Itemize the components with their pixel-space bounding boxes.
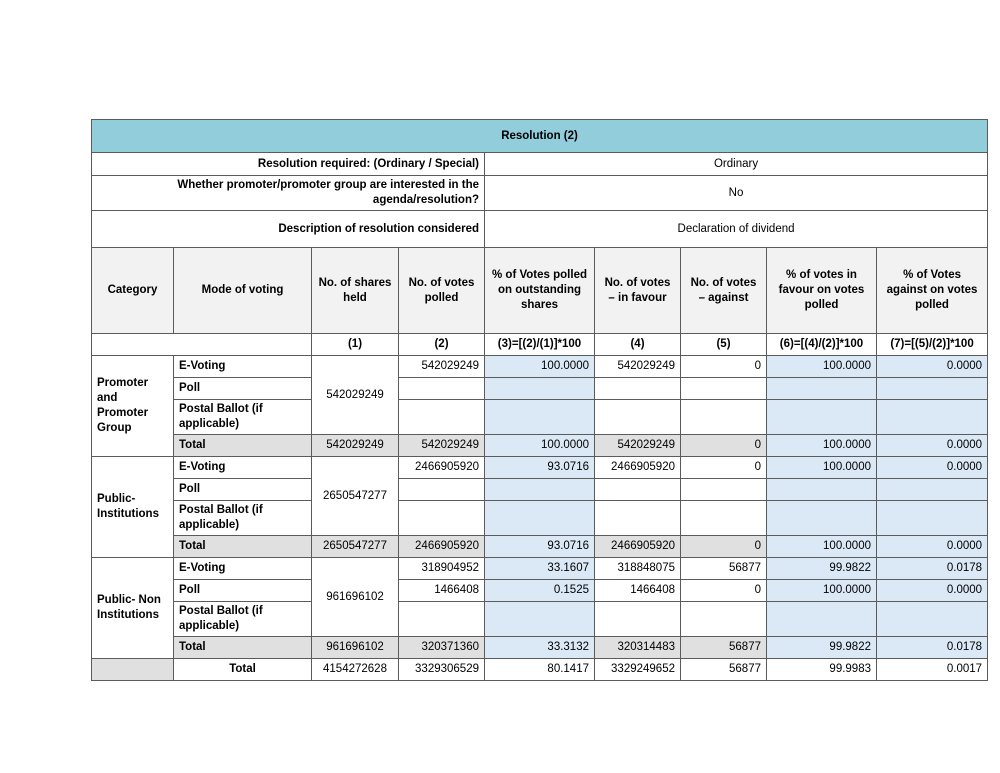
table-row bbox=[92, 479, 988, 501]
shares-held-cell: 4154272628 bbox=[312, 659, 399, 681]
pct-favour-cell: 100.0000 bbox=[767, 356, 877, 378]
pct-polled-cell bbox=[485, 602, 595, 637]
votes-polled-cell: 2466905920 bbox=[399, 536, 485, 558]
pct-polled-cell: 100.0000 bbox=[485, 435, 595, 457]
votes-polled-cell bbox=[399, 501, 485, 536]
against-cell bbox=[681, 602, 767, 637]
resolution-table bbox=[91, 119, 988, 681]
formula-2: (2) bbox=[399, 334, 485, 356]
mode-cell: Poll bbox=[174, 580, 312, 602]
pct-against-cell: 0.0178 bbox=[877, 637, 988, 659]
shares-held-cell: 2650547277 bbox=[312, 536, 399, 558]
in-favour-cell bbox=[595, 479, 681, 501]
in-favour-cell: 542029249 bbox=[595, 356, 681, 378]
header-mode-of-voting: Mode of voting bbox=[174, 248, 312, 334]
pct-favour-cell: 100.0000 bbox=[767, 580, 877, 602]
in-favour-cell bbox=[595, 602, 681, 637]
mode-cell: Poll bbox=[174, 378, 312, 400]
pct-favour-cell: 99.9983 bbox=[767, 659, 877, 681]
against-cell: 56877 bbox=[681, 558, 767, 580]
table-row bbox=[92, 378, 988, 400]
against-cell: 56877 bbox=[681, 637, 767, 659]
subtotal-row bbox=[92, 435, 988, 457]
header-shares-held: No. of shares held bbox=[312, 248, 399, 334]
shares-held-cell: 961696102 bbox=[312, 558, 399, 637]
table-row bbox=[92, 580, 988, 602]
pct-favour-cell bbox=[767, 479, 877, 501]
resolution-required-value: Ordinary bbox=[485, 153, 988, 176]
formula-7: (7)=[(5)/(2)]*100 bbox=[877, 334, 988, 356]
pct-favour-cell: 99.9822 bbox=[767, 558, 877, 580]
mode-cell: Postal Ballot (if applicable) bbox=[174, 602, 312, 637]
pct-against-cell: 0.0017 bbox=[877, 659, 988, 681]
formula-5: (5) bbox=[681, 334, 767, 356]
column-header-row bbox=[92, 248, 988, 334]
shares-held-cell: 542029249 bbox=[312, 435, 399, 457]
votes-polled-cell bbox=[399, 400, 485, 435]
votes-polled-cell: 542029249 bbox=[399, 356, 485, 378]
in-favour-cell: 318848075 bbox=[595, 558, 681, 580]
pct-against-cell: 0.0178 bbox=[877, 558, 988, 580]
mode-cell: E-Voting bbox=[174, 457, 312, 479]
mode-cell: E-Voting bbox=[174, 558, 312, 580]
pct-against-cell: 0.0000 bbox=[877, 580, 988, 602]
pct-polled-cell bbox=[485, 501, 595, 536]
pct-polled-cell: 33.3132 bbox=[485, 637, 595, 659]
shares-held-cell: 542029249 bbox=[312, 356, 399, 435]
header-votes-polled: No. of votes polled bbox=[399, 248, 485, 334]
votes-polled-cell: 542029249 bbox=[399, 435, 485, 457]
subtotal-row bbox=[92, 536, 988, 558]
header-pct-favour: % of votes in favour on votes polled bbox=[767, 248, 877, 334]
header-pct-polled: % of Votes polled on outstanding shares bbox=[485, 248, 595, 334]
pct-against-cell: 0.0000 bbox=[877, 435, 988, 457]
mode-cell: E-Voting bbox=[174, 356, 312, 378]
pct-polled-cell: 93.0716 bbox=[485, 536, 595, 558]
against-cell: 0 bbox=[681, 580, 767, 602]
pct-favour-cell bbox=[767, 501, 877, 536]
votes-polled-cell: 320371360 bbox=[399, 637, 485, 659]
category-cell: Public- Non Institutions bbox=[92, 558, 174, 659]
in-favour-cell: 320314483 bbox=[595, 637, 681, 659]
promoter-interest-value: No bbox=[485, 176, 988, 211]
votes-polled-cell bbox=[399, 479, 485, 501]
table-row bbox=[92, 457, 988, 479]
pct-favour-cell: 100.0000 bbox=[767, 435, 877, 457]
category-cell: Public- Institutions bbox=[92, 457, 174, 558]
total-label: Total bbox=[174, 536, 312, 558]
votes-polled-cell: 2466905920 bbox=[399, 457, 485, 479]
in-favour-cell: 2466905920 bbox=[595, 536, 681, 558]
table-row bbox=[92, 356, 988, 378]
in-favour-cell bbox=[595, 501, 681, 536]
pct-against-cell bbox=[877, 602, 988, 637]
pct-against-cell bbox=[877, 400, 988, 435]
against-cell bbox=[681, 479, 767, 501]
category-cell: Promoter and Promoter Group bbox=[92, 356, 174, 457]
votes-polled-cell: 318904952 bbox=[399, 558, 485, 580]
against-cell bbox=[681, 501, 767, 536]
pct-polled-cell: 93.0716 bbox=[485, 457, 595, 479]
table-row bbox=[92, 400, 988, 435]
formula-6: (6)=[(4)/(2)]*100 bbox=[767, 334, 877, 356]
pct-polled-cell: 0.1525 bbox=[485, 580, 595, 602]
mode-cell: Poll bbox=[174, 479, 312, 501]
pct-against-cell: 0.0000 bbox=[877, 536, 988, 558]
in-favour-cell bbox=[595, 378, 681, 400]
mode-cell: Postal Ballot (if applicable) bbox=[174, 400, 312, 435]
votes-polled-cell bbox=[399, 378, 485, 400]
against-cell: 0 bbox=[681, 536, 767, 558]
formula-row bbox=[92, 334, 988, 356]
in-favour-cell: 1466408 bbox=[595, 580, 681, 602]
pct-favour-cell bbox=[767, 602, 877, 637]
pct-against-cell: 0.0000 bbox=[877, 356, 988, 378]
pct-against-cell: 0.0000 bbox=[877, 457, 988, 479]
pct-polled-cell: 100.0000 bbox=[485, 356, 595, 378]
header-category: Category bbox=[92, 248, 174, 334]
resolution-required-label: Resolution required: (Ordinary / Special) bbox=[92, 153, 485, 176]
in-favour-cell: 3329249652 bbox=[595, 659, 681, 681]
table-row bbox=[92, 501, 988, 536]
pct-against-cell bbox=[877, 378, 988, 400]
header-in-favour: No. of votes – in favour bbox=[595, 248, 681, 334]
pct-polled-cell bbox=[485, 479, 595, 501]
pct-polled-cell bbox=[485, 400, 595, 435]
table-row bbox=[92, 558, 988, 580]
pct-polled-cell: 33.1607 bbox=[485, 558, 595, 580]
formula-4: (4) bbox=[595, 334, 681, 356]
against-cell: 56877 bbox=[681, 659, 767, 681]
grand-total-label: Total bbox=[174, 659, 312, 681]
formula-1: (1) bbox=[312, 334, 399, 356]
promoter-interest-label: Whether promoter/promoter group are interested in the agenda/resolution? bbox=[92, 176, 485, 211]
resolution-title: Resolution (2) bbox=[92, 120, 988, 153]
pct-favour-cell: 100.0000 bbox=[767, 536, 877, 558]
against-cell bbox=[681, 400, 767, 435]
formula-3: (3)=[(2)/(1)]*100 bbox=[485, 334, 595, 356]
description-label: Description of resolution considered bbox=[92, 211, 485, 248]
pct-favour-cell: 99.9822 bbox=[767, 637, 877, 659]
grand-total-blank bbox=[92, 659, 174, 681]
pct-against-cell bbox=[877, 479, 988, 501]
in-favour-cell: 542029249 bbox=[595, 435, 681, 457]
total-label: Total bbox=[174, 435, 312, 457]
mode-cell: Postal Ballot (if applicable) bbox=[174, 501, 312, 536]
shares-held-cell: 2650547277 bbox=[312, 457, 399, 536]
grand-total-row bbox=[92, 659, 988, 681]
pct-favour-cell bbox=[767, 378, 877, 400]
pct-against-cell bbox=[877, 501, 988, 536]
header-pct-against: % of Votes against on votes polled bbox=[877, 248, 988, 334]
subtotal-row bbox=[92, 637, 988, 659]
votes-polled-cell: 1466408 bbox=[399, 580, 485, 602]
header-against: No. of votes – against bbox=[681, 248, 767, 334]
votes-polled-cell bbox=[399, 602, 485, 637]
description-value: Declaration of dividend bbox=[485, 211, 988, 248]
in-favour-cell: 2466905920 bbox=[595, 457, 681, 479]
pct-favour-cell: 100.0000 bbox=[767, 457, 877, 479]
pct-polled-cell: 80.1417 bbox=[485, 659, 595, 681]
votes-polled-cell: 3329306529 bbox=[399, 659, 485, 681]
total-label: Total bbox=[174, 637, 312, 659]
against-cell bbox=[681, 378, 767, 400]
against-cell: 0 bbox=[681, 457, 767, 479]
in-favour-cell bbox=[595, 400, 681, 435]
pct-favour-cell bbox=[767, 400, 877, 435]
against-cell: 0 bbox=[681, 435, 767, 457]
against-cell: 0 bbox=[681, 356, 767, 378]
formula-blank bbox=[92, 334, 312, 356]
pct-polled-cell bbox=[485, 378, 595, 400]
table-row bbox=[92, 602, 988, 637]
shares-held-cell: 961696102 bbox=[312, 637, 399, 659]
